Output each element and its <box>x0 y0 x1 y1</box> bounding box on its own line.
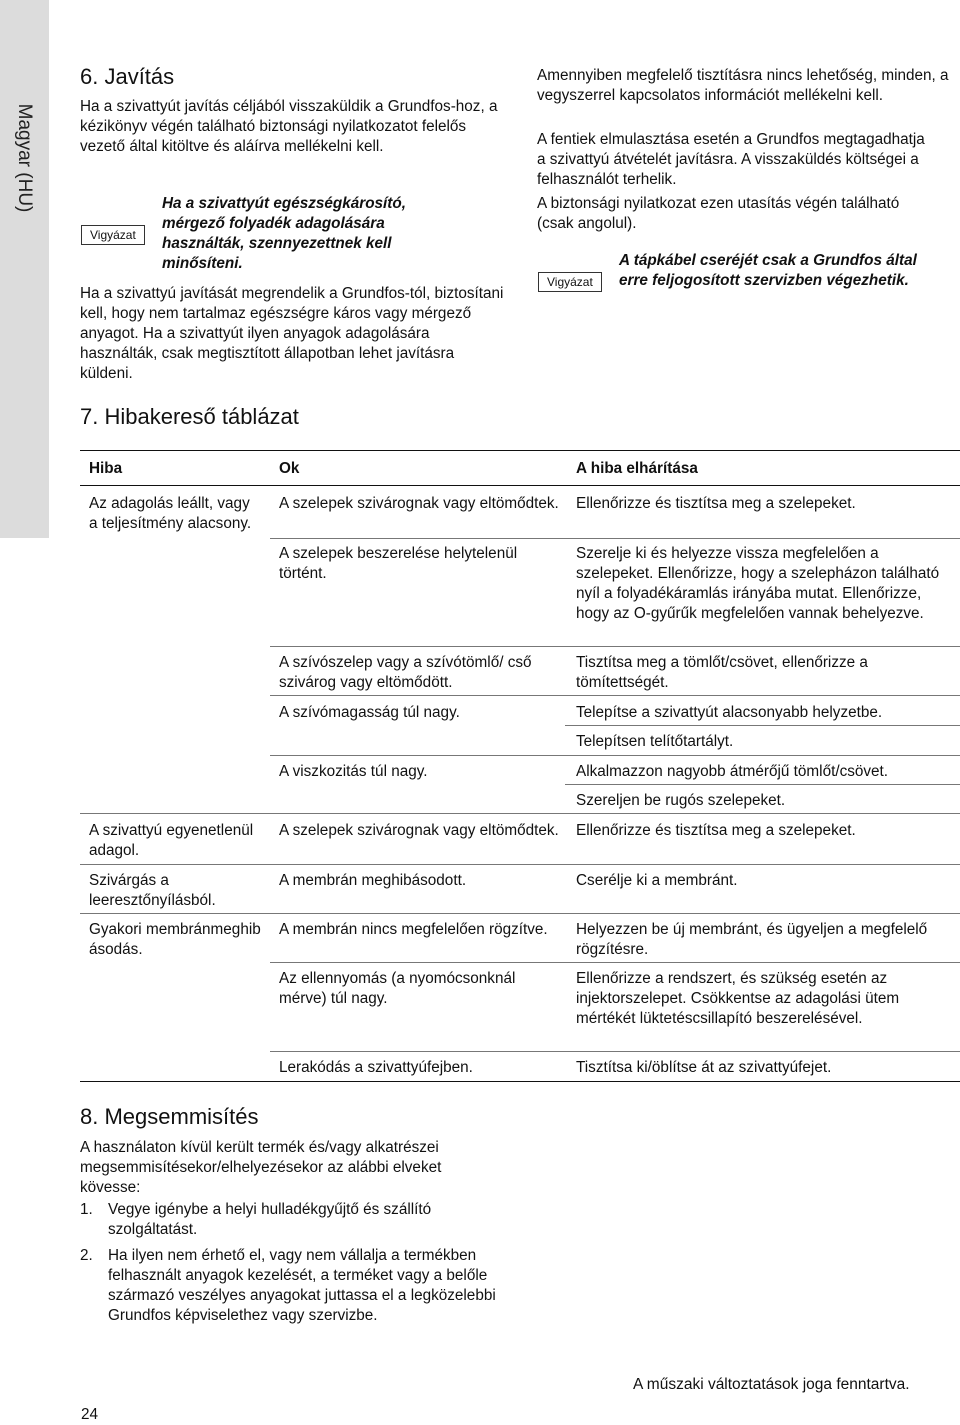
list-item-number: 2. <box>80 1247 93 1264</box>
header-fault: Hiba <box>89 460 123 477</box>
fault-4: Gyakori membránmeghibásodás. <box>89 921 261 958</box>
section-8-intro: A használaton kívül került termék és/vagy alkatrészei megsemmisítésekor/elhelyezésekor az alábbi elveket kövesse: <box>80 1139 442 1196</box>
list-item <box>80 1200 520 1240</box>
cause-10: A membrán nincs megfelelően rögzítve. <box>279 921 548 938</box>
warning-text-2: A tápkábel cseréjét csak a Grundfos által erre feljogosított szervizben végezhetik. <box>619 252 917 289</box>
remedy-11: Ellenőrizze a rendszert, és szükség esetén az injektorszelepet. Csökkentse az adagolási ütem mértékét lüktetéscsillapító beszerelésével. <box>576 970 900 1027</box>
list-item <box>80 1246 520 1326</box>
row-divider <box>270 913 960 914</box>
row-divider <box>270 1051 960 1052</box>
row-divider <box>565 784 960 785</box>
footer-note: A műszaki változtatások joga fenntartva. <box>633 1376 910 1393</box>
right-paragraph-1: Amennyiben megfelelő tisztításra nincs lehetőség, minden, a vegyszerrel kapcsolatos információt mellékelni kell. <box>537 67 949 104</box>
cause-6: A viszkozitás túl nagy. <box>279 763 428 780</box>
cause-9: A membrán meghibásodott. <box>279 872 467 889</box>
fault-3: Szivárgás a leeresztőnyílásból. <box>89 872 216 909</box>
fault-divider <box>80 913 270 914</box>
section-6-intro: Ha a szivattyút javítás céljából visszaküldik a Grundfos-hoz, a kézikönyv végén található biztonsági nyilatkozatot felelős vezető által kitöltve és aláírva mellékelni kell. <box>80 98 498 155</box>
remedy-2: Szerelje ki és helyezze vissza megfelelően a szelepeket. Ellenőrizze, hogy a szelepházon található nyíl a folyadékáramlás irányába mutat. Ellenőrizze, hogy az O-gyűrűk megfelelően vannak behelyezve. <box>576 545 940 622</box>
header-cause: Ok <box>279 460 300 477</box>
cause-1: A szelepek szivárognak vagy eltömődtek. <box>279 495 559 512</box>
row-divider <box>270 646 960 647</box>
fault-1: Az adagolás leállt, vagy a teljesítmény alacsony. <box>89 495 252 532</box>
remedy-1: Ellenőrizze és tisztítsa meg a szelepeket. <box>576 495 856 512</box>
fault-2: A szivattyú egyenetlenül adagol. <box>89 822 254 859</box>
header-remedy: A hiba elhárítása <box>576 460 698 477</box>
row-divider <box>270 755 960 756</box>
remedy-10: Helyezzen be új membránt, és ügyeljen a megfelelő rögzítésre. <box>576 921 928 958</box>
row-divider <box>270 695 960 696</box>
section-8-title: 8. Megsemmisítés <box>80 1104 259 1129</box>
section-6-title: 6. Javítás <box>80 64 175 89</box>
remedy-4: Telepítse a szivattyút alacsonyabb helyzetbe. <box>576 704 883 721</box>
fault-divider <box>80 864 270 865</box>
language-side-tab <box>0 0 49 538</box>
row-divider <box>565 725 960 726</box>
warning-text: Ha a szivattyút egészségkárosító, mérgező folyadék adagolására használták, szennyezettnek kell minősíteni. <box>162 195 406 272</box>
row-divider <box>270 962 960 963</box>
row-divider <box>270 538 960 539</box>
remedy-12: Tisztítsa ki/öblítse át az szivattyúfejet. <box>576 1059 832 1076</box>
table-bottom-rule <box>80 1081 960 1082</box>
cause-8: A szelepek szivárognak vagy eltömődtek. <box>279 822 559 839</box>
right-paragraph-2: A fentiek elmulasztása esetén a Grundfos megtagadhatja a szivattyú átvételét javításra. A visszaküldés költségei a felhasználót terhelik. <box>537 131 925 188</box>
section-6-paragraph: Ha a szivattyú javítását megrendelik a Grundfos-tól, biztosítani kell, hogy nem tartalmaz egészségre káros vagy mérgező anyagot. Ha a szivattyút ilyen anyagok adagolására használták, csak megtisztított állapotban lehet javításra küldeni. <box>80 285 504 382</box>
language-label: Magyar (HU) <box>14 103 35 213</box>
row-divider <box>270 813 960 814</box>
table-header-rule <box>80 485 960 486</box>
list-item-text: Vegye igénybe a helyi hulladékgyűjtő és szállító szolgáltatást. <box>108 1201 432 1238</box>
cause-11: Az ellennyomás (a nyomócsonknál mérve) túl nagy. <box>279 970 516 1007</box>
section-7-title: 7. Hibakereső táblázat <box>80 404 299 429</box>
remedy-6: Alkalmazzon nagyobb átmérőjű tömlőt/csövet. <box>576 763 889 780</box>
cause-4: A szívómagasság túl nagy. <box>279 704 460 721</box>
table-top-rule <box>80 450 960 451</box>
page-number: 24 <box>81 1406 99 1423</box>
warning-label: Vigyázat <box>81 225 145 245</box>
disposal-list <box>80 1200 520 1332</box>
cause-2: A szelepek beszerelése helytelenül történt. <box>279 545 518 582</box>
remedy-9: Cserélje ki a membránt. <box>576 872 738 889</box>
remedy-5: Telepítsen telítőtartályt. <box>576 733 734 750</box>
right-paragraph-3: A biztonsági nyilatkozat ezen utasítás végén található (csak angolul). <box>537 195 900 232</box>
remedy-8: Ellenőrizze és tisztítsa meg a szelepeket. <box>576 822 856 839</box>
warning-label-2: Vigyázat <box>538 272 602 292</box>
cause-12: Lerakódás a szivattyúfejben. <box>279 1059 473 1076</box>
cause-3: A szívószelep vagy a szívótömlő/ cső szivárog vagy eltömődött. <box>279 654 532 691</box>
list-item-number: 1. <box>80 1201 93 1218</box>
remedy-7: Szereljen be rugós szelepeket. <box>576 792 786 809</box>
fault-divider <box>80 813 270 814</box>
row-divider <box>270 864 960 865</box>
list-item-text: Ha ilyen nem érhető el, vagy nem vállalja a termékben felhasznált anyagok kezelését, a terméket vagy a belőle származó veszélyes anyagokat juttassa el a legközelebbi Grundfos képviselethez vagy szervizbe. <box>108 1247 496 1324</box>
remedy-3: Tisztítsa meg a tömlőt/csövet, ellenőrizze a tömítettségét. <box>576 654 868 691</box>
